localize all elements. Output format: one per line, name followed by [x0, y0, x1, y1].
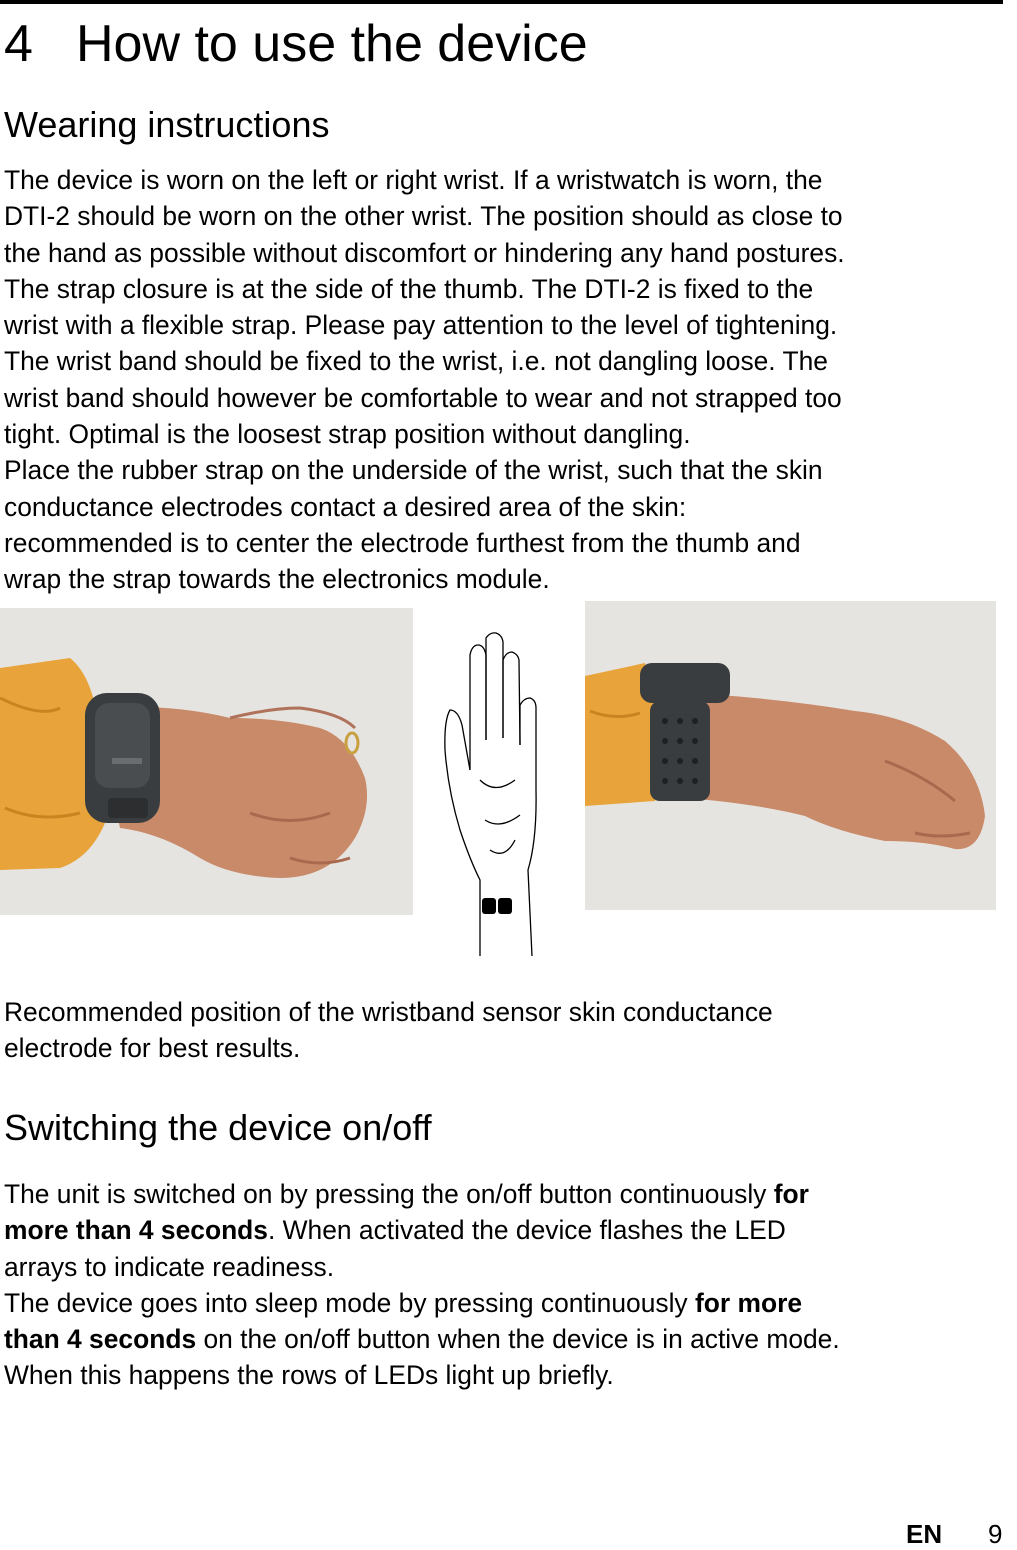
hand-diagram — [440, 630, 560, 956]
switching-line — [4, 1212, 1009, 1248]
wearing-line: conductance electrodes contact a desired area of the skin: — [4, 491, 687, 522]
wearing-line: tight. Optimal is the loosest strap position without dangling. — [4, 419, 691, 450]
switching-line — [4, 1285, 1009, 1321]
switching-emphasis: more than 4 seconds — [4, 1215, 268, 1246]
footer-language: EN — [906, 1519, 943, 1549]
wrist-photo-top-view — [0, 608, 413, 915]
wearing-line: The wrist band should be fixed to the wrist, i.e. not dangling loose. The — [4, 346, 828, 377]
caption-line: electrode for best results. — [4, 1033, 301, 1064]
page-number: 9 — [988, 1519, 1003, 1549]
section-number: 4 — [4, 15, 33, 73]
wearing-paragraph — [4, 162, 1009, 598]
wearing-heading: Wearing instructions — [4, 104, 330, 145]
figure-caption — [4, 994, 773, 1067]
switching-line — [4, 1176, 1009, 1212]
wearing-line: wrist with a flexible strap. Please pay attention to the level of tightening. — [4, 310, 838, 341]
wearing-line: wrap the strap towards the electronics module. — [4, 564, 550, 595]
switching-text: The device goes into sleep mode by pressing continuously — [4, 1287, 695, 1318]
switching-line — [4, 1321, 1009, 1357]
switching-line: When this happens the rows of LEDs light up briefly. — [4, 1360, 614, 1391]
switching-paragraph — [4, 1176, 1009, 1394]
wearing-line: Place the rubber strap on the underside of the wrist, such that the skin — [4, 455, 823, 486]
wearing-line: the hand as possible without discomfort or hindering any hand postures. — [4, 237, 845, 268]
wrist-photo-side-view — [585, 601, 996, 910]
section-title-text: How to use the device — [76, 15, 588, 73]
switching-emphasis: than 4 seconds — [4, 1324, 197, 1355]
wearing-line: The device is worn on the left or right wrist. If a wristwatch is worn, the — [4, 165, 823, 195]
wearing-line: wrist band should however be comfortable to wear and not strapped too — [4, 382, 842, 413]
wearing-line: DTI-2 should be worn on the other wrist. The position should as close to — [4, 201, 843, 232]
caption-line: Recommended position of the wristband sensor skin conductance — [4, 997, 773, 1027]
switching-text: . When activated the device flashes the LED — [267, 1215, 786, 1246]
switching-heading: Switching the device on/off — [4, 1107, 432, 1148]
wearing-line: recommended is to center the electrode furthest from the thumb and — [4, 527, 801, 558]
top-rule — [0, 0, 1003, 4]
switching-line: arrays to indicate readiness. — [4, 1251, 335, 1282]
switching-emphasis: for — [773, 1179, 809, 1209]
switching-text: The unit is switched on by pressing the on/off button continuously — [4, 1179, 774, 1209]
section-title — [4, 14, 588, 74]
wearing-line: The strap closure is at the side of the thumb. The DTI-2 is fixed to the — [4, 273, 814, 304]
switching-text: on the on/off button when the device is in active mode. — [196, 1324, 840, 1355]
switching-emphasis: for more — [694, 1287, 803, 1318]
